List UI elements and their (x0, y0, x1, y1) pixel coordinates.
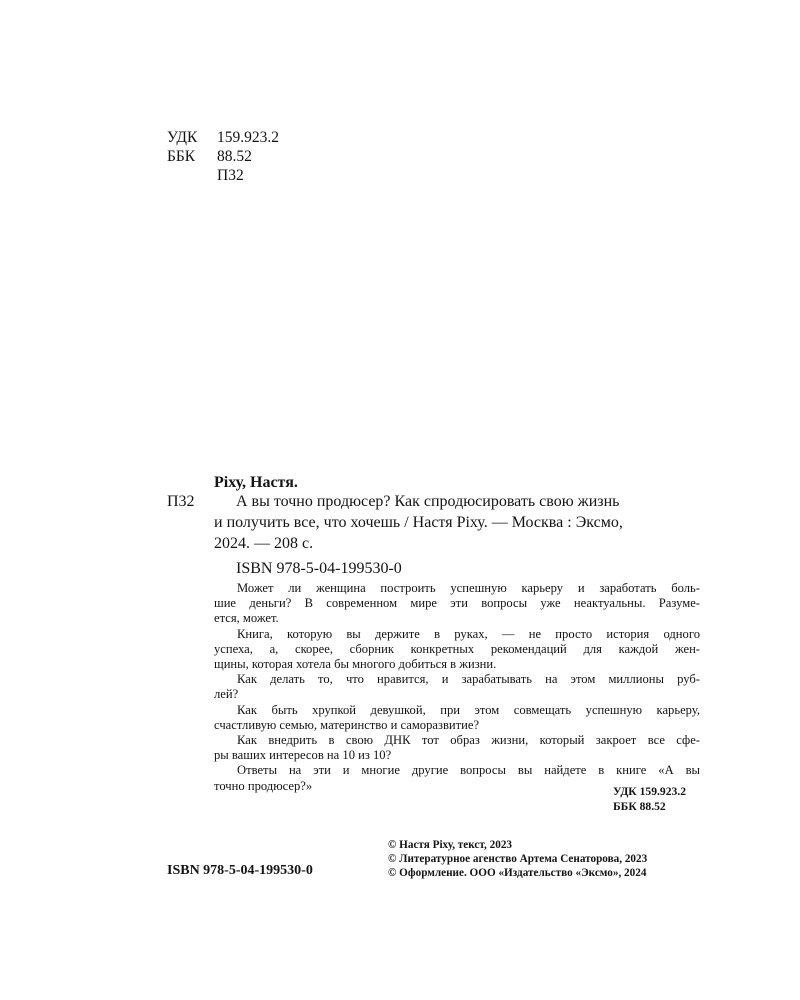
author-mark-top: П32 (217, 167, 244, 184)
udk-line (167, 128, 279, 147)
bbk-label: ББК (167, 148, 196, 165)
title-line-1: А вы точно продюсер? Как спродюсировать свою жизнь (236, 493, 620, 510)
annotation-bbk: ББК 88.52 (613, 800, 666, 813)
annotation-line: Книга, которую вы держите в руках, — не просто история одного (237, 626, 700, 641)
annotation-line: ры ваших интересов на 10 из 10? (214, 748, 392, 763)
annotation-line: Как внедрить в свою ДНК тот образ жизни, который закроет все сфе- (237, 733, 700, 748)
copyright-line-3: © Оформление. ООО «Издательство «Эксмо», 2024 (388, 867, 647, 879)
annotation-paragraph (214, 733, 700, 763)
annotation-line: Может ли женщина построить успешную карьеру и заработать боль- (237, 581, 700, 595)
annotation-udk: УДК 159.923.2 (613, 785, 686, 798)
title-line-3: 2024. — 208 с. (214, 535, 314, 552)
annotation-line: Как быть хрупкой девушкой, при этом совмещать успешную карьеру, (237, 702, 700, 717)
isbn-entry: ISBN 978-5-04-199530-0 (236, 560, 402, 577)
annotation-line: ется, может. (214, 611, 279, 626)
classification-block (167, 128, 279, 185)
annotation-line: точно продюсер?» (214, 778, 313, 793)
annotation-line: Ответы на эти и многие другие вопросы вы найдете в книге «А вы (237, 763, 700, 778)
copyright-line-2: © Литературное агенство Артема Сенаторова, 2023 (388, 853, 648, 865)
annotation-paragraph (214, 703, 700, 733)
annotation (214, 581, 700, 794)
title-line-2: и получить все, что хочешь / Настя Ріху. — Москва : Эксмо, (214, 514, 623, 531)
udk-label: УДК (167, 129, 198, 146)
annotation-line: шие деньги? В современном мире эти вопросы уже неактуальны. Разуме- (214, 596, 700, 611)
bottom-isbn: ISBN 978-5-04-199530-0 (167, 863, 313, 878)
bbk-value: 88.52 (217, 148, 252, 165)
annotation-paragraph (214, 672, 700, 702)
annotation-paragraph (214, 581, 700, 627)
annotation-line: успеха, а, скорее, сборник конкретных рекомендаций для каждой жен- (214, 641, 700, 656)
bbk-line (167, 147, 279, 166)
copyright-line-1: © Настя Ріху, текст, 2023 (388, 839, 513, 851)
annotation-line: щины, которая хотела бы многого добиться в жизни. (214, 657, 497, 672)
author-mark-line (167, 166, 279, 185)
udk-value: 159.923.2 (217, 129, 279, 146)
annotation-line: счастливую семью, материнство и саморазвитие? (214, 717, 480, 732)
author-mark: П32 (167, 493, 195, 510)
annotation-paragraph (214, 627, 700, 673)
annotation-line: лей? (214, 687, 239, 702)
author-heading: Ріху, Настя. (214, 474, 298, 491)
annotation-line: Как делать то, что нравится, и зарабатывать на этом миллионы руб- (237, 672, 700, 687)
